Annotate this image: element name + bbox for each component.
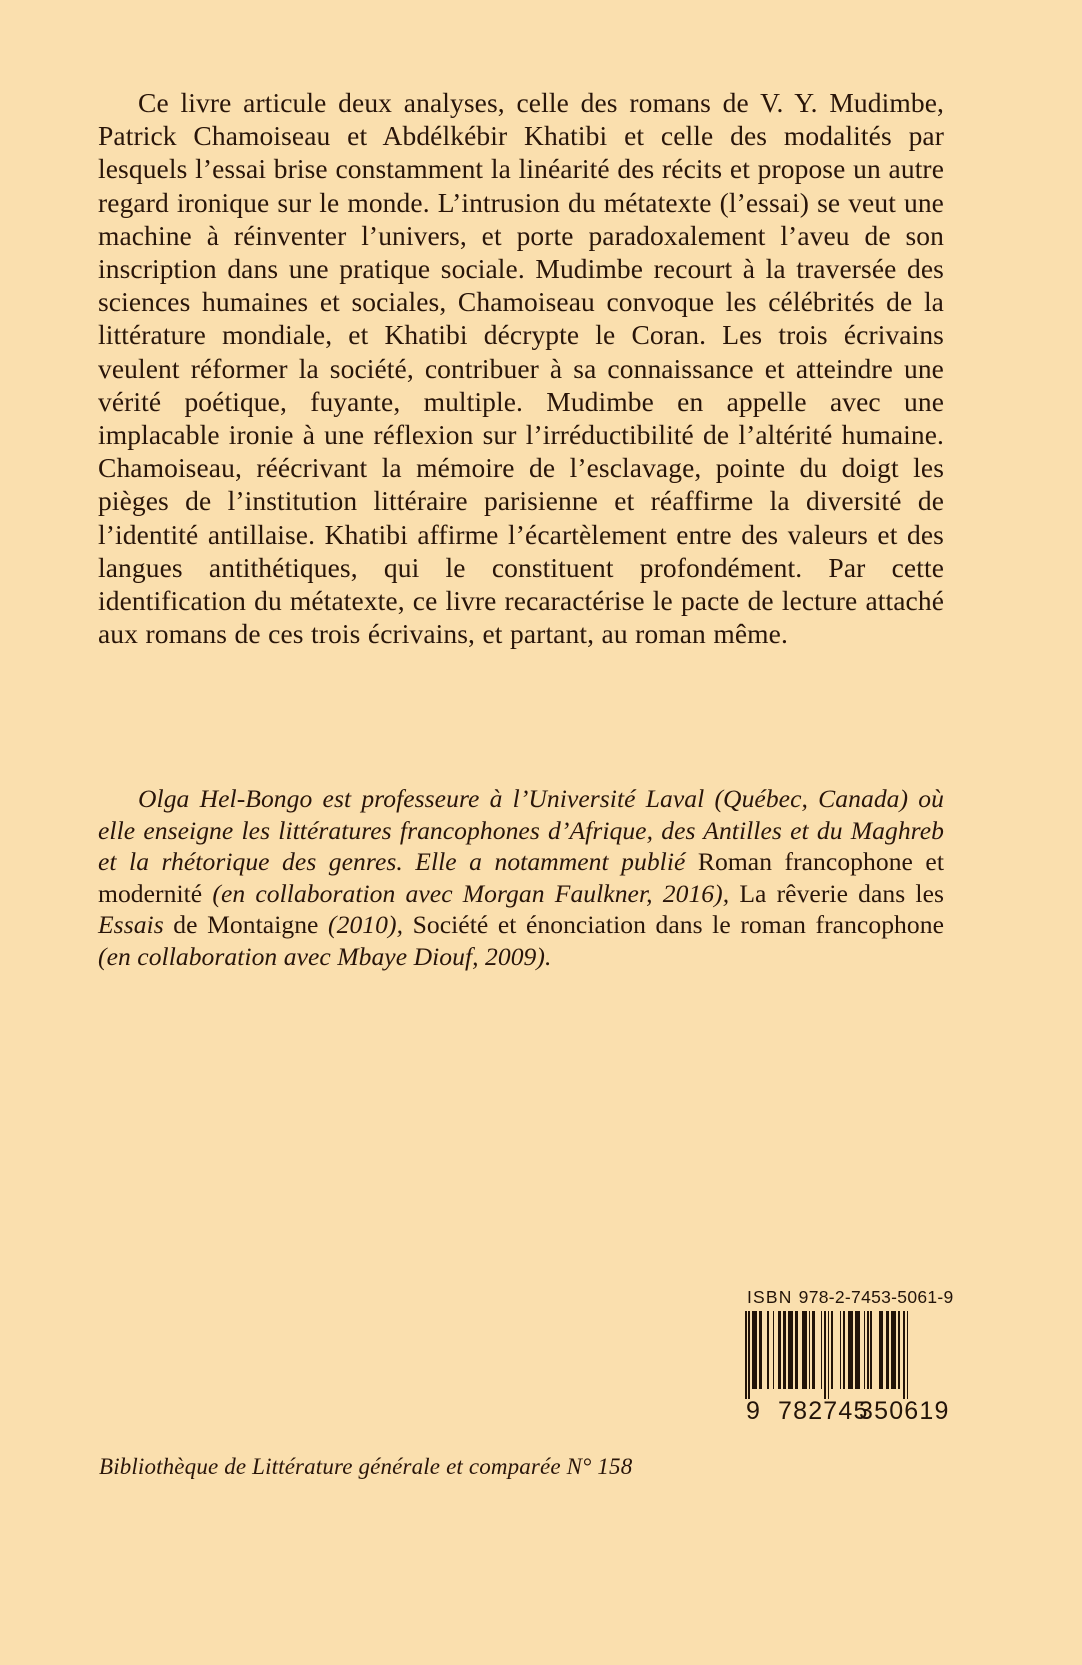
author-bio-paragraph	[98, 783, 944, 973]
bio-segment-4-title: La rêverie dans les	[739, 878, 945, 908]
ean-left-group: 782745	[778, 1397, 869, 1425]
bio-segment-5-essais: Essais	[98, 910, 174, 940]
author-bio-block	[98, 783, 944, 973]
collection-series-line: Bibliothèque de Littérature générale et comparée N° 158	[99, 1454, 633, 1479]
barcode-bars	[745, 1311, 945, 1399]
bio-segment-2-title: Roman francophone et modernité	[98, 847, 944, 908]
bio-segment-7-year: (2010),	[328, 910, 413, 940]
ean-lead-digit: 9	[746, 1397, 762, 1425]
ean13-barcode	[745, 1311, 950, 1427]
blurb-block	[98, 86, 944, 650]
isbn-text-line	[745, 1287, 954, 1308]
bio-segment-9: (en collaboration avec Mbaye Diouf, 2009).	[98, 941, 552, 971]
bio-segment-3: (en collaboration avec Morgan Faulkner, 2016),	[212, 878, 740, 908]
bio-segment-1: Olga Hel-Bongo est professeure à l’Université Laval (Québec, Canada) où elle enseigne les littératures francophones d’Afrique, des Antilles et du Maghreb et la rhétorique des genres. Elle a notamment publié	[98, 784, 944, 877]
blurb-paragraph: Ce livre articule deux analyses, celle des romans de V. Y. Mudimbe, Patrick Chamoiseau et Abdélkébir Khatibi et celle des modalités par lesquels l’essai brise constamment la linéarité des récits et propose un autre regard ironique sur le monde. L’intrusion du métatexte (l’essai) se veut une machine à réinventer l’univers, et porte paradoxalement l’aveu de son inscription dans une pratique sociale. Mudimbe recourt à la traversée des sciences humaines et sociales, Chamoiseau convoque les célébrités de la littérature mondiale, et Khatibi décrypte le Coran. Les trois écrivains veulent réformer la société, contribuer à sa connaissance et atteindre une vérité poétique, fuyante, multiple. Mudimbe en appelle avec une implacable ironie à une réflexion sur l’irréductibilité de l’altérité humaine. Chamoiseau, réécrivant la mémoire de l’esclavage, pointe du doigt les pièges de l’institution littéraire parisienne et réaffirme la diversité de l’identité antillaise. Khatibi affirme l’écartèlement entre des valeurs et des langues antithétiques, qui le constituent profondément. Par cette identification du métatexte, ce livre recaractérise le pacte de lecture attaché aux romans de ces trois écrivains, et partant, au roman même.	[98, 87, 944, 650]
isbn-barcode-zone	[745, 1287, 954, 1427]
isbn-number: 978-2-7453-5061-9	[798, 1287, 954, 1307]
ean-right-group: 350619	[859, 1397, 950, 1425]
barcode-digits	[745, 1397, 950, 1427]
bio-segment-8-title: Société et énonciation dans le roman francophone	[412, 910, 944, 940]
bio-segment-6: de Montaigne	[173, 910, 329, 940]
isbn-label: ISBN	[747, 1287, 793, 1307]
